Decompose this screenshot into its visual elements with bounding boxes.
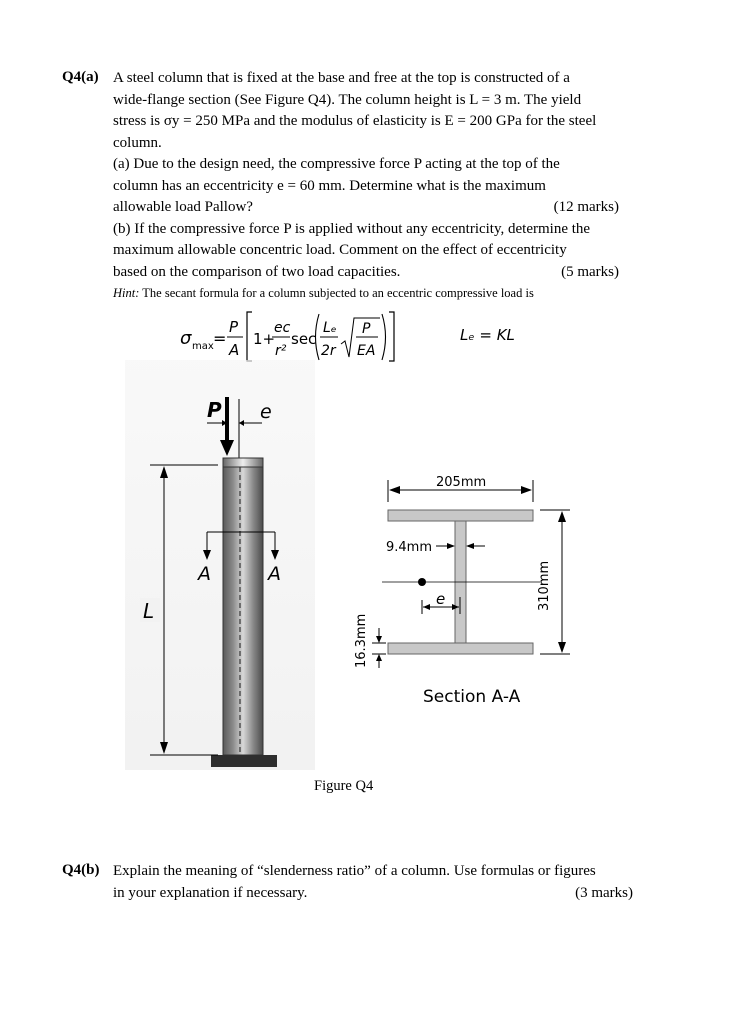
intro-line-4: column. [113, 134, 162, 151]
part-b-marks: (5 marks) [561, 263, 619, 280]
formula-ec: ec [274, 320, 291, 336]
q4b-last-row [113, 883, 633, 905]
part-b-line-2: maximum allowable concentric load. Comment on the effect of eccentricity [113, 242, 567, 258]
flange-thickness-label: 16.3mm [354, 613, 369, 668]
part-a-line-1: (a) Due to the design need, the compressive force P acting at the top of the [113, 156, 560, 172]
formula-P2: P [362, 321, 371, 337]
q4b-line-2: in your explanation if necessary. [113, 884, 308, 901]
formula-A: A [229, 341, 240, 359]
column-cap [223, 458, 263, 467]
q4b-marks: (3 marks) [575, 884, 633, 901]
section-label-right: A [268, 563, 281, 585]
hint-label: Hint: [113, 286, 140, 300]
depth-label: 310mm [537, 560, 552, 611]
load-label: P [207, 398, 222, 422]
hint-text: The secant formula for a column subjected to an eccentric compressive load is [142, 286, 534, 300]
formula-eq: = [213, 329, 227, 348]
formula-2r: 2r [321, 343, 336, 359]
formula-le-kl: Lₑ = KL [460, 326, 515, 344]
part-a-marks: (12 marks) [553, 199, 619, 215]
flange-width-label: 205mm [436, 475, 487, 490]
q4b-text [113, 861, 633, 904]
intro-line-1: A steel column that is fixed at the base and free at the top is constructed of a [113, 70, 570, 86]
length-label: L [143, 599, 155, 623]
q4b-label: Q4(b) [62, 862, 100, 878]
figure-caption: Figure Q4 [314, 778, 374, 794]
load-point [418, 578, 426, 586]
formula-Le: Lₑ [323, 320, 337, 336]
formula-sec: sec [291, 330, 317, 348]
ecc-section-label: e [436, 590, 446, 608]
q4b-line-1: Explain the meaning of “slenderness ratio” of a column. Use formulas or figures [113, 863, 596, 879]
part-b-last-line: based on the comparison of two load capacities. [113, 263, 401, 280]
ecc-label: e [260, 401, 272, 423]
intro-line-2: wide-flange section (See Figure Q4). The column height is L = 3 m. The yield [113, 91, 582, 108]
part-a-last-line: allowable load Pallow? [113, 199, 253, 215]
web-thickness-label: 9.4mm [386, 540, 433, 555]
section-label-left: A [198, 563, 211, 585]
part-b-line-1: (b) If the compressive force P is applied without any eccentricity, determine the [113, 220, 591, 237]
part-a-line-2: column has an eccentricity e = 60 mm. Determine what is the maximum [113, 177, 546, 194]
formula-max: max [192, 341, 214, 352]
section-title: Section A-A [423, 687, 521, 707]
intro-line-3: stress is σy = 250 MPa and the modulus of elasticity is E = 200 GPa for the steel [113, 113, 597, 129]
formula-one-plus: 1+ [253, 330, 276, 348]
formula-P: P [229, 318, 239, 336]
q4a-label: Q4(a) [62, 69, 99, 85]
formula-r2: r² [275, 343, 287, 359]
column-body [223, 465, 263, 755]
column-base [211, 755, 277, 767]
formula-sigma: σ [180, 328, 192, 349]
formula-EA: EA [357, 343, 376, 359]
